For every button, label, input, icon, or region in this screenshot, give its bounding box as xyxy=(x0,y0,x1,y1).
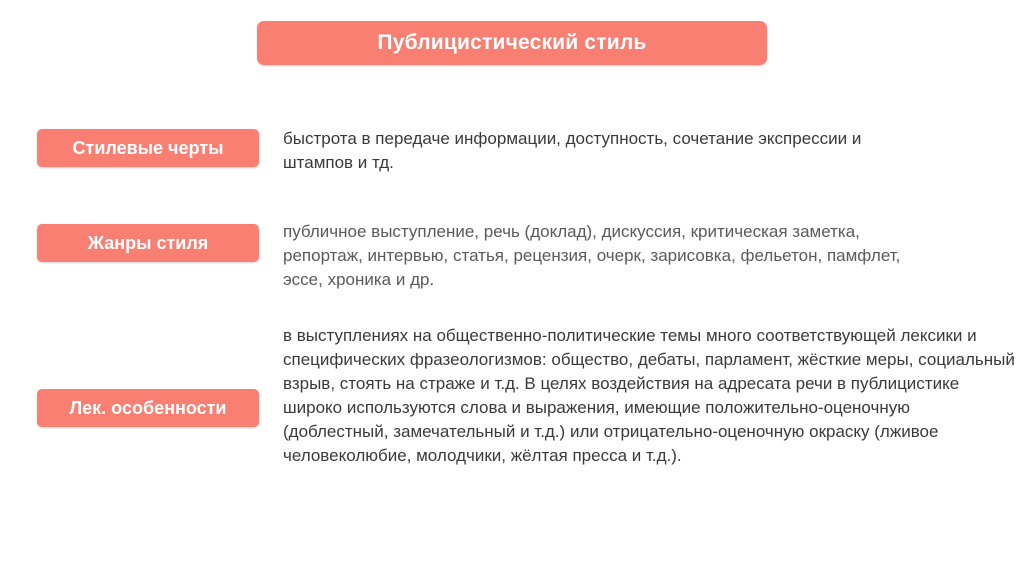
label-lexical-features xyxy=(37,389,259,427)
style-features-text: быстрота в передаче информации, доступность, сочетание экспрессии и штампов и тд. xyxy=(283,129,862,172)
label-genres xyxy=(37,224,259,262)
label-style-features xyxy=(37,129,259,167)
genres-text: публичное выступление, речь (доклад), дискуссия, критическая заметка, репортаж, интервью, статья, рецензия, очерк, зарисовка, фельетон, памфлет, эссе, хроника и др. xyxy=(283,222,901,289)
label-text: Жанры стиля xyxy=(87,232,209,253)
lexical-features-text: в выступлениях на общественно-политические темы много соответствующей лексики и специфических фразеологизмов: общество, дебаты, парламент, жёсткие меры, социальный взрыв, стоять на страже и т.д. В целях воздействия на адресата речи в публицистике широко используются слова и выражения, имеющие положительно-оценочную (доблестный, замечательный и т.д.) или отрицательно-оценочную окраску (лживое человеколюбие, молодчики, жёлтая пресса и т.д.). xyxy=(283,326,1015,465)
title-banner xyxy=(257,21,767,65)
slide-title: Публицистический стиль xyxy=(377,31,647,54)
label-text: Лек. особенности xyxy=(69,397,227,418)
label-text: Стилевые черты xyxy=(72,137,224,158)
